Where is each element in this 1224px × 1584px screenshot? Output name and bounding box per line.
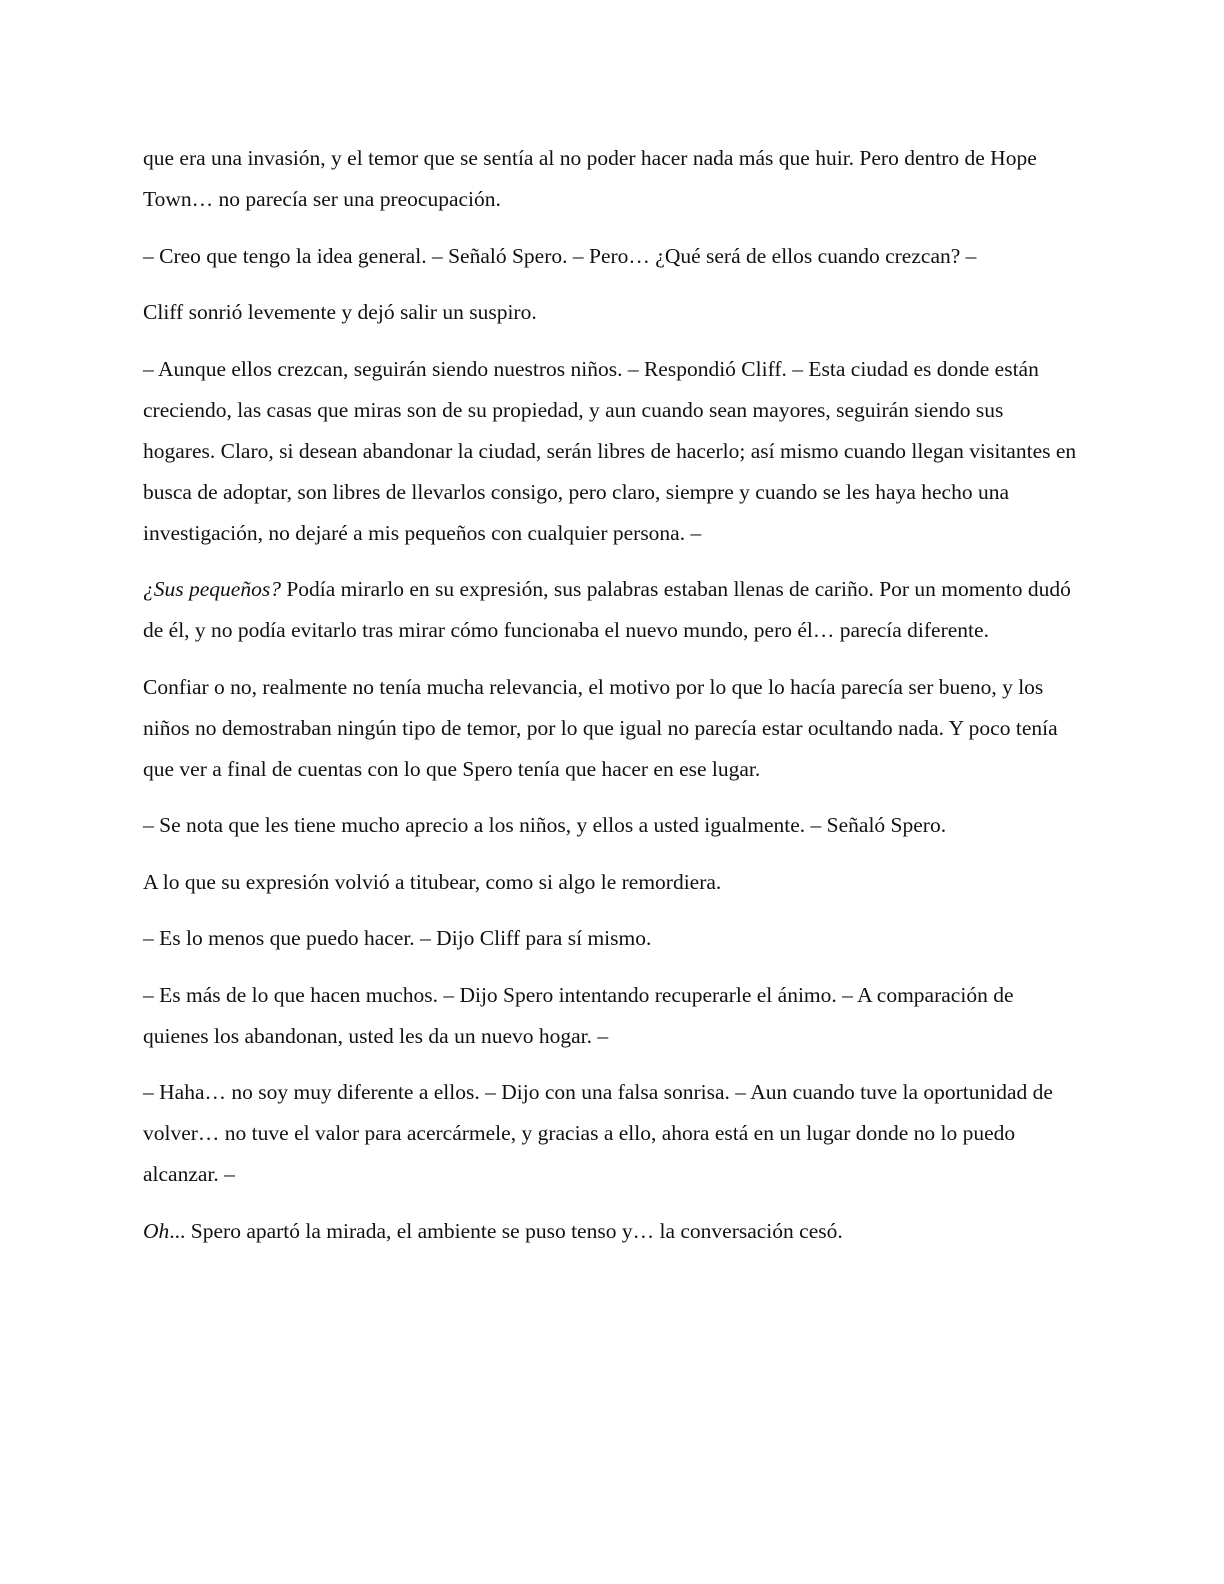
paragraph-italic-lead: ¿Sus pequeños?: [143, 577, 281, 601]
paragraph: [143, 805, 1078, 846]
paragraph-text: – Creo que tengo la idea general. – Señaló Spero. – Pero… ¿Qué será de ellos cuando crezcan? –: [143, 243, 977, 268]
paragraph-text: Confiar o no, realmente no tenía mucha relevancia, el motivo por lo que lo hacía parecía ser bueno, y los niños no demostraban ningún tipo de temor, por lo que igual no parecía estar ocultando nada. Y poco tenía que ver a final de cuentas con lo que Spero tenía que hacer en ese lugar.: [143, 674, 1058, 781]
paragraph-text: – Aunque ellos crezcan, seguirán siendo nuestros niños. – Respondió Cliff. – Esta ciudad es donde están creciendo, las casas que miras son de su propiedad, y aun cuando sean mayores, seguirán siendo sus hogares. Claro, si desean abandonar la ciudad, serán libres de hacerlo; así mismo cuando llegan visitantes en busca de adoptar, son libres de llevarlos consigo, pero claro, siempre y cuando se les haya hecho una investigación, no dejaré a mis pequeños con cualquier persona. –: [143, 356, 1077, 545]
paragraph-italic-lead: Oh: [143, 1218, 170, 1243]
paragraph: [143, 862, 1078, 903]
paragraph: [143, 918, 1078, 959]
body-text: [143, 138, 1078, 1267]
paragraph: [143, 667, 1078, 790]
paragraph-text: A lo que su expresión volvió a titubear, como si algo le remordiera.: [143, 869, 722, 894]
paragraph: [143, 236, 1078, 277]
paragraph-text: – Es lo menos que puedo hacer. – Dijo Cliff para sí mismo.: [143, 926, 652, 950]
paragraph-text: ... Spero apartó la mirada, el ambiente se puso tenso y… la conversación cesó.: [169, 1218, 843, 1243]
paragraph: [143, 569, 1078, 651]
paragraph-text: Cliff sonrió levemente y dejó salir un suspiro.: [143, 300, 537, 324]
paragraph: [143, 1072, 1078, 1195]
paragraph: [143, 138, 1078, 220]
paragraph-text: que era una invasión, y el temor que se sentía al no poder hacer nada más que huir. Pero dentro de Hope Town… no parecía ser una preocupación.: [143, 146, 1037, 211]
paragraph-text: – Es más de lo que hacen muchos. – Dijo Spero intentando recuperarle el ánimo. – A comparación de quienes los abandonan, usted les da un nuevo hogar. –: [143, 982, 1014, 1048]
paragraph-text: – Haha… no soy muy diferente a ellos. – Dijo con una falsa sonrisa. – Aun cuando tuve la oportunidad de volver… no tuve el valor para acercármele, y gracias a ello, ahora está en un lugar donde no lo puedo alcanzar. –: [143, 1080, 1053, 1186]
paragraph: [143, 1211, 1078, 1252]
paragraph: [143, 349, 1078, 554]
paragraph: [143, 975, 1078, 1057]
paragraph: [143, 292, 1078, 333]
paragraph-text: – Se nota que les tiene mucho aprecio a los niños, y ellos a usted igualmente. – Señaló Spero.: [143, 813, 947, 837]
paragraph-text: Podía mirarlo en su expresión, sus palabras estaban llenas de cariño. Por un momento dudó de él, y no podía evitarlo tras mirar cómo funcionaba el nuevo mundo, pero él… parecía diferente.: [143, 577, 1071, 642]
